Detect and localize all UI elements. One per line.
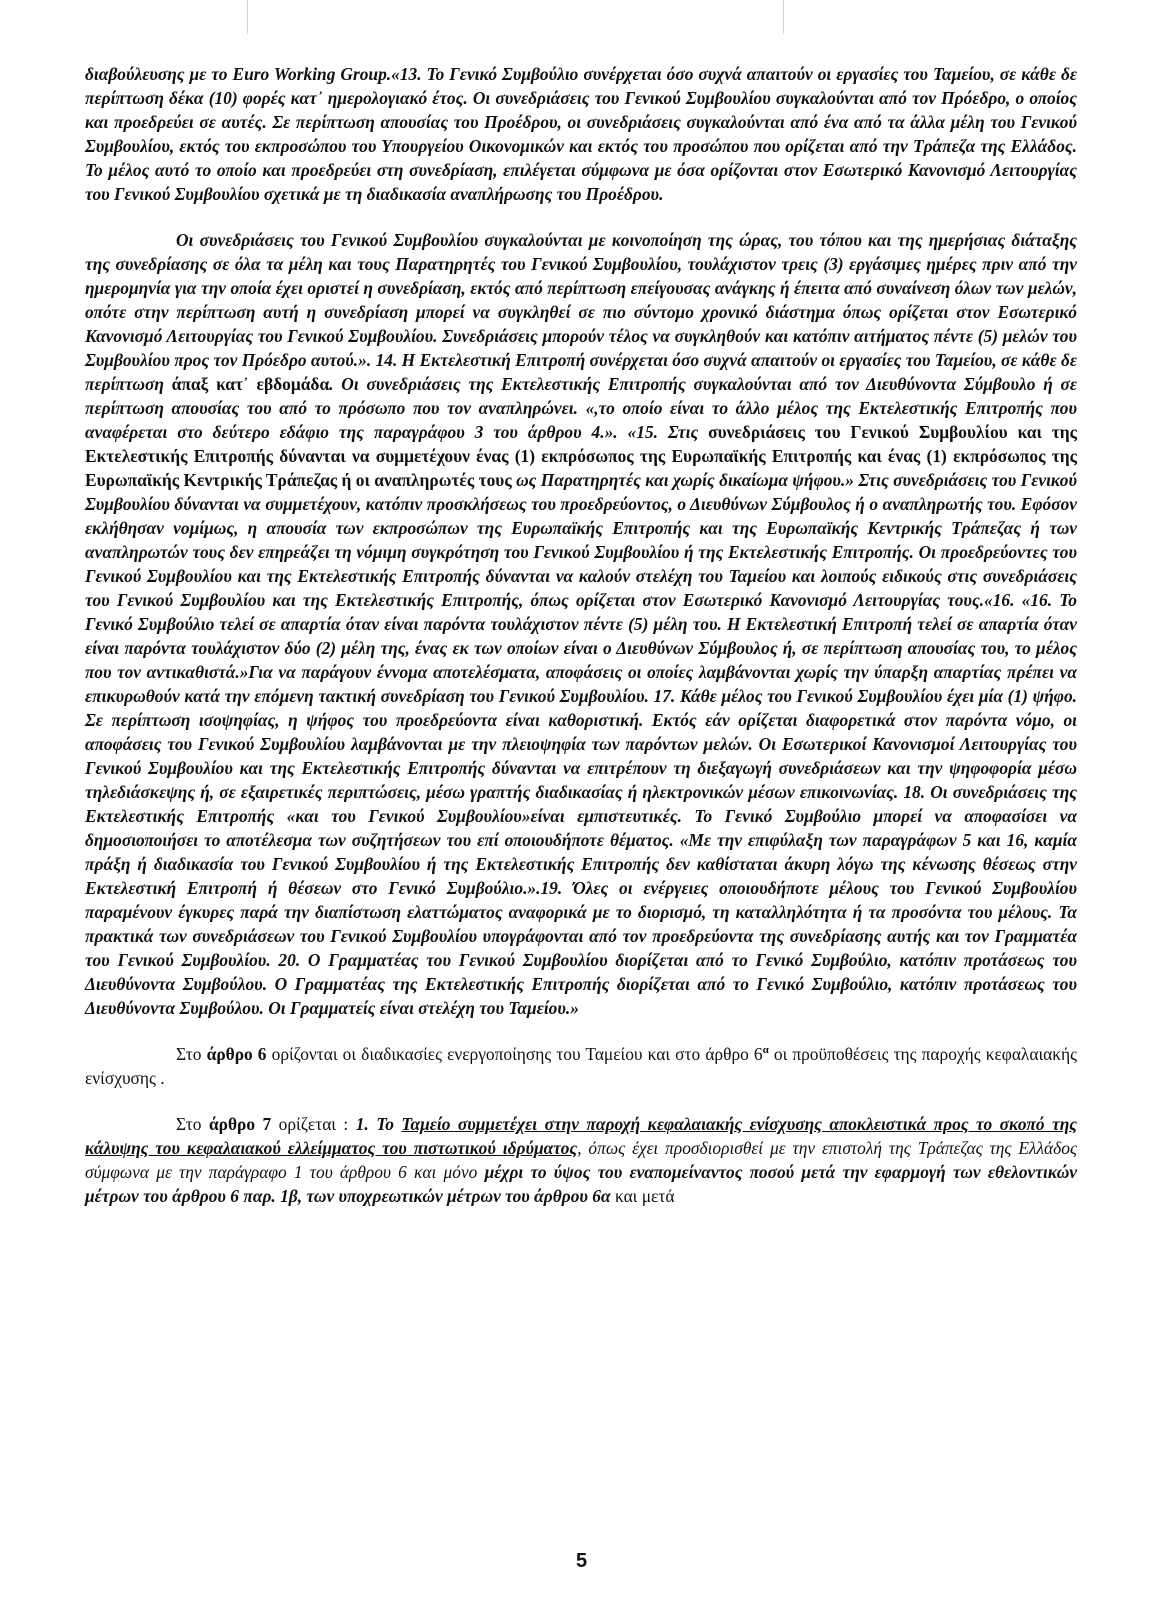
- paragraph-3-text-d: οι προϋποθέσεις της παροχής κεφαλαιακής ενίσχυσης .: [85, 1044, 1078, 1088]
- paragraph-2-emphasis-weekly: άπαξ κατ᾽ εβδομάδα: [171, 374, 330, 394]
- paragraph-4-text-d: 1. Το: [355, 1114, 402, 1134]
- paragraph-2-text-c: . Οι συνεδριάσεις της Εκτελεστικής Επιτροπής συγκαλούνται από τον Διευθύνοντα Σύμβουλο ή σε περίπτωση απουσίας του από το πρόσωπο που τον αναπληρώνει. «,το οποίο είναι το άλλο μέλος της Εκτελεστικής Επιτροπής που αναφέρεται στο δεύτερο εδάφιο της παραγράφου 3 του άρθρου 4.». «15. Στις: [85, 374, 1078, 442]
- paragraph-3-text-c: ορίζονται οι διαδικασίες ενεργοποίησης του Ταμείου και στο άρθρο 6: [266, 1044, 763, 1064]
- paragraph-3-superscript: α: [762, 1044, 769, 1057]
- paragraph-2-emphasis-observers: συνεδριάσεις του Γενικού Συμβουλίου και της Εκτελεστικής Επιτροπής δύνανται να συμμετέχουν ένας (1) εκπρόσωπος της Ευρωπαϊκής Επιτροπής και ένας (1) εκπρόσωπος της Ευρωπαϊκής Κεντρικής Τράπεζας ή οι αναπληρωτές τους: [85, 422, 1077, 490]
- paragraph-1: διαβούλευσης με το Euro Working Group.«13. Το Γενικό Συμβούλιο συνέρχεται όσο συχνά απαιτούν οι εργασίες του Ταμείου, σε κάθε δε περίπτωση δέκα (10) φορές κατ᾽ ημερολογιακό έτος. Οι συνεδριάσεις του Γενικού Συμβουλίου συγκαλούνται από τον Πρόεδρο, ο οποίος και προεδρεύει σε αυτές. Σε περίπτωση απουσίας του Προέδρου, οι συνεδριάσεις συγκαλούνται από ένα από τα άλλα μέλη του Γενικού Συμβουλίου, εκτός του εκπροσώπου του Υπουργείου Οικονομικών και εκτός του προσώπου που ορίζεται από την Τράπεζα της Ελλάδος. Το μέλος αυτό το οποίο και προεδρεύει στη συνεδρίαση, επιλέγεται σύμφωνα με όσα ορίζονται στον Εσωτερικό Κανονισμό Λειτουργίας του Γενικού Συμβουλίου σχετικά με τη διαδικασία αναπλήρωσης του Προέδρου.: [85, 64, 1077, 204]
- paragraph-3-article-ref: άρθρο 6: [206, 1044, 267, 1064]
- paragraph-3-text-a: Στο: [176, 1044, 207, 1064]
- paragraph-4-text-c: ορίζεται :: [271, 1114, 356, 1134]
- paragraph-4-text-f: , όπως έχει προσδιορισθεί με την επιστολή της Τράπεζας της Ελλάδος σύμφωνα με την παράγραφο 1 του άρθρου 6 και μόνο: [85, 1138, 1077, 1182]
- paragraph-4-article-ref: άρθρο 7: [208, 1114, 272, 1134]
- paragraph-4-underlined: Ταμείο συμμετέχει στην παροχή κεφαλαιακής ενίσχυσης αποκλειστικά προς το σκοπό της κάλυψης του κεφαλαιακού ελλείμματος του πιστωτικού ιδρύματος: [85, 1114, 1078, 1158]
- page-number: 5: [575, 1550, 588, 1572]
- paragraph-4-text-h: και μετά: [610, 1186, 675, 1206]
- document-body: [85, 62, 1077, 1208]
- paragraph-4-text-g: μέχρι το ύψος του εναπομείναντος ποσού μετά την εφαρμογή των εθελοντικών μέτρων του άρθρου 6 παρ. 1β, των υποχρεωτικών μέτρων του άρθρου 6α: [85, 1162, 1077, 1206]
- paragraph-2: [85, 228, 1077, 1020]
- header-frame: [247, 0, 784, 34]
- paragraph-2-text-a: Οι συνεδριάσεις του Γενικού Συμβουλίου συγκαλούνται με κοινοποίηση της ώρας, του τόπου και της ημερήσιας διάταξης της συνεδρίασης σε όλα τα μέλη και τους Παρατηρητές του Γενικού Συμβουλίου, τουλάχιστον τρεις (3) εργάσιμες ημέρες πριν από την ημερομηνία για την οποία έχει οριστεί η συνεδρίαση, εκτός από περίπτωση επείγουσας ανάγκης ή έπειτα από συναίνεση όλων των μελών, οπότε στην περίπτωση αυτή η συνεδρίαση μπορεί να συγκληθεί σε πιο σύντομο χρονικό διάστημα όπως ορίζεται στον Εσωτερικό Κανονισμό Λειτουργίας του Γενικού Συμβουλίου. Συνεδριάσεις μπορούν τέλος να συγκληθούν και κατόπιν αιτήματος πέντε (5) μελών του Συμβουλίου προς τον Πρόεδρο αυτού.». 14. Η Εκτελεστική Επιτροπή συνέρχεται όσο συχνά απαιτούν οι εργασίες του Ταμείου, σε κάθε δε περίπτωση: [85, 230, 1077, 394]
- paragraph-4: [85, 1112, 1077, 1208]
- paragraph-3: [85, 1042, 1077, 1090]
- paragraph-2-text-e: ως Παρατηρητές και χωρίς δικαίωμα ψήφου.» Στις συνεδριάσεις του Γενικού Συμβουλίου δύνανται να συμμετέχουν, κατόπιν προσκλήσεως του προεδρεύοντος, ο Διευθύνων Σύμβουλος ή ο αναπληρωτής του. Εφόσον εκλήθησαν νομίμως, η απουσία των εκπροσώπων της Ευρωπαϊκής Επιτροπής και της Ευρωπαϊκής Κεντρικής Τράπεζας ή των αναπληρωτών τους δεν επηρεάζει τη νόμιμη συγκρότηση του Γενικού Συμβουλίου ή της Εκτελεστικής Επιτροπής. Οι προεδρεύοντες του Γενικού Συμβουλίου και της Εκτελεστικής Επιτροπής δύνανται να καλούν στελέχη του Ταμείου και λοιπούς ειδικούς στις συνεδριάσεις του Γενικού Συμβουλίου και της Εκτελεστικής Επιτροπής, όπως ορίζεται στον Εσωτερικό Κανονισμό Λειτουργίας τους.«16. «16. Το Γενικό Συμβούλιο τελεί σε απαρτία όταν είναι παρόντα τουλάχιστον πέντε (5) μέλη του. Η Εκτελεστική Επιτροπή τελεί σε απαρτία όταν είναι παρόντα τουλάχιστον δύο (2) μέλη της, ένας εκ των οποίων είναι ο Διευθύνων Σύμβουλος ή, σε περίπτωση απουσίας του, το μέλος που τον αντικαθιστά.»Για να παράγουν έννομα αποτελέσματα, αποφάσεις οι οποίες λαμβάνονται χωρίς την ύπαρξη απαρτίας πρέπει να επικυρωθούν κατά την επόμενη τακτική συνεδρίαση του Γενικού Συμβουλίου. 17. Κάθε μέλος του Γενικού Συμβουλίου έχει μία (1) ψήφο. Σε περίπτωση ισοψηφίας, η ψήφος του προεδρεύοντα είναι καθοριστική. Εκτός εάν ορίζεται διαφορετικά στον παρόντα νόμο, οι αποφάσεις του Γενικού Συμβουλίου λαμβάνονται με την πλειοψηφία των παρόντων μελών. Οι Εσωτερικοί Κανονισμοί Λειτουργίας του Γενικού Συμβουλίου και της Εκτελεστικής Επιτροπής δύνανται να επιτρέπουν τη διεξαγωγή συνεδριάσεων και την ψηφοφορία μέσω τηλεδιάσκεψης ή, σε εξαιρετικές περιπτώσεις, μέσω γραπτής διαδικασίας ή ηλεκτρονικών μέσων επικοινωνίας. 18. Οι συνεδριάσεις της Εκτελεστικής Επιτροπής «και του Γενικού Συμβουλίου»είναι εμπιστευτικές. Το Γενικό Συμβούλιο μπορεί να αποφασίσει να δημοσιοποιήσει το αποτέλεσμα των συζητήσεων του επί οποιουδήποτε θέματος. «Με την επιφύλαξη των παραγράφων 5 και 16, καμία πράξη ή διαδικασία του Γενικού Συμβουλίου ή της Εκτελεστικής Επιτροπής δεν καθίσταται άκυρη λόγω της κένωσης θέσεως στην Εκτελεστική Επιτροπή ή θέσεων στο Γενικό Συμβούλιο.».19. Όλες οι ενέργειες οποιουδήποτε μέλους του Γενικού Συμβουλίου παραμένουν έγκυρες παρά την διαπίστωση ελαττώματος αναφορικά με το διορισμό, τη καταλληλότητα ή τα προσόντα του μέλους. Τα πρακτικά των συνεδριάσεων του Γενικού Συμβουλίου υπογράφονται από τον προεδρεύοντα της συνεδρίασης αυτής και τον Γραμματέα του Γενικού Συμβουλίου. 20. Ο Γραμματέας του Γενικού Συμβουλίου διορίζεται από το Γενικό Συμβούλιο, κατόπιν προτάσεως του Διευθύνοντα Συμβούλου. Ο Γραμματέας της Εκτελεστικής Επιτροπής διορίζεται από το Γενικό Συμβούλιο, κατόπιν προτάσεως του Διευθύνοντα Συμβούλου. Οι Γραμματείς είναι στελέχη του Ταμείου.»: [85, 470, 1077, 1018]
- paragraph-4-text-a: Στο: [176, 1114, 209, 1134]
